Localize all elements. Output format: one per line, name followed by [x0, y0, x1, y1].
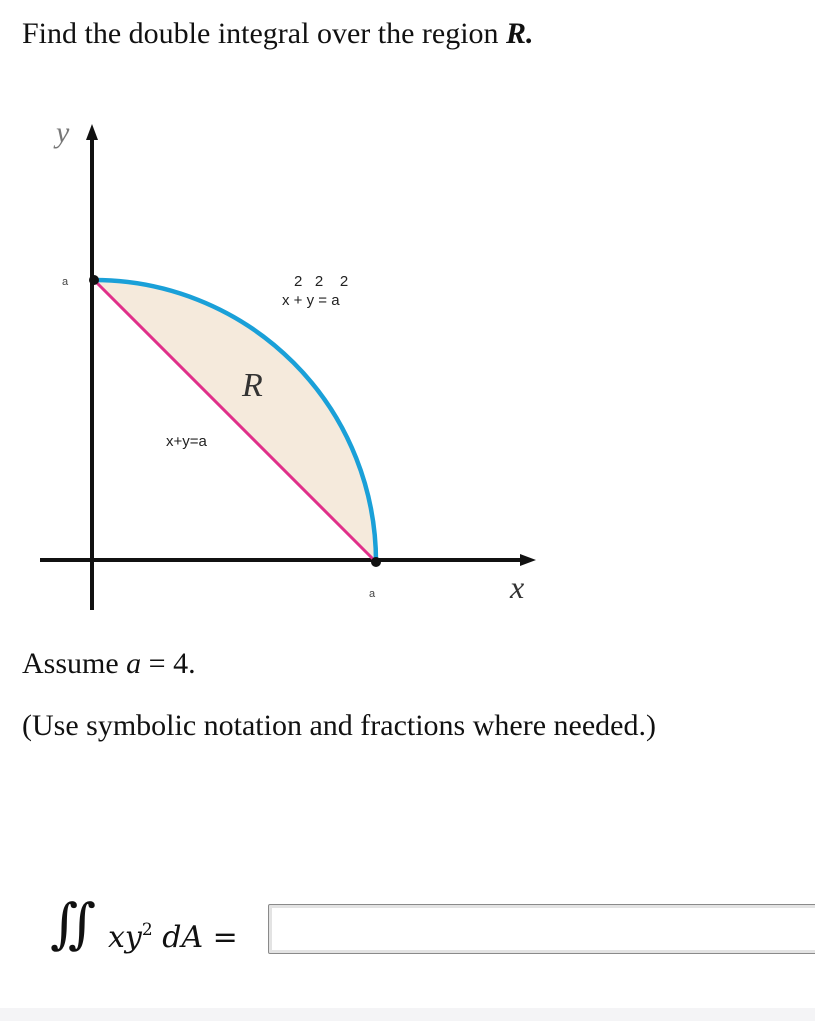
circle-equation-label: x + y = a [282, 292, 340, 309]
region-r-label: R [242, 367, 263, 404]
integrand-expression [108, 910, 238, 958]
question-prompt [22, 14, 534, 54]
y-axis-arrow [86, 124, 98, 140]
instruction-text: (Use symbolic notation and fractions where needed.) [22, 709, 656, 742]
integrand-main: xy [108, 920, 142, 955]
answer-row [50, 892, 815, 972]
region-figure [0, 110, 560, 620]
prompt-text: Find the double integral over the region [22, 17, 499, 50]
x-axis-arrow [520, 554, 536, 566]
integrand-exponent: 2 [141, 920, 153, 940]
integrand-differential: dA = [152, 920, 238, 955]
answer-input[interactable] [268, 904, 815, 954]
y-intercept-point [89, 275, 99, 285]
assume-variable: a [126, 647, 142, 680]
x-intercept-point [371, 557, 381, 567]
double-integral-symbol: ∬ [50, 892, 82, 955]
y-intercept-label: a [62, 276, 69, 288]
assumption [22, 644, 196, 684]
line-equation-label: x+y=a [166, 433, 207, 450]
assume-value: = 4. [148, 647, 196, 680]
prompt-region-label: R. [506, 17, 534, 50]
region-graph [0, 110, 560, 620]
assume-prefix: Assume [22, 647, 119, 680]
footer-strip [0, 1008, 815, 1021]
x-axis-label: x [510, 569, 525, 605]
y-axis-label: y [56, 116, 70, 149]
circle-equation-exponents: 2 2 2 [294, 273, 349, 290]
x-intercept-label: a [369, 588, 376, 600]
